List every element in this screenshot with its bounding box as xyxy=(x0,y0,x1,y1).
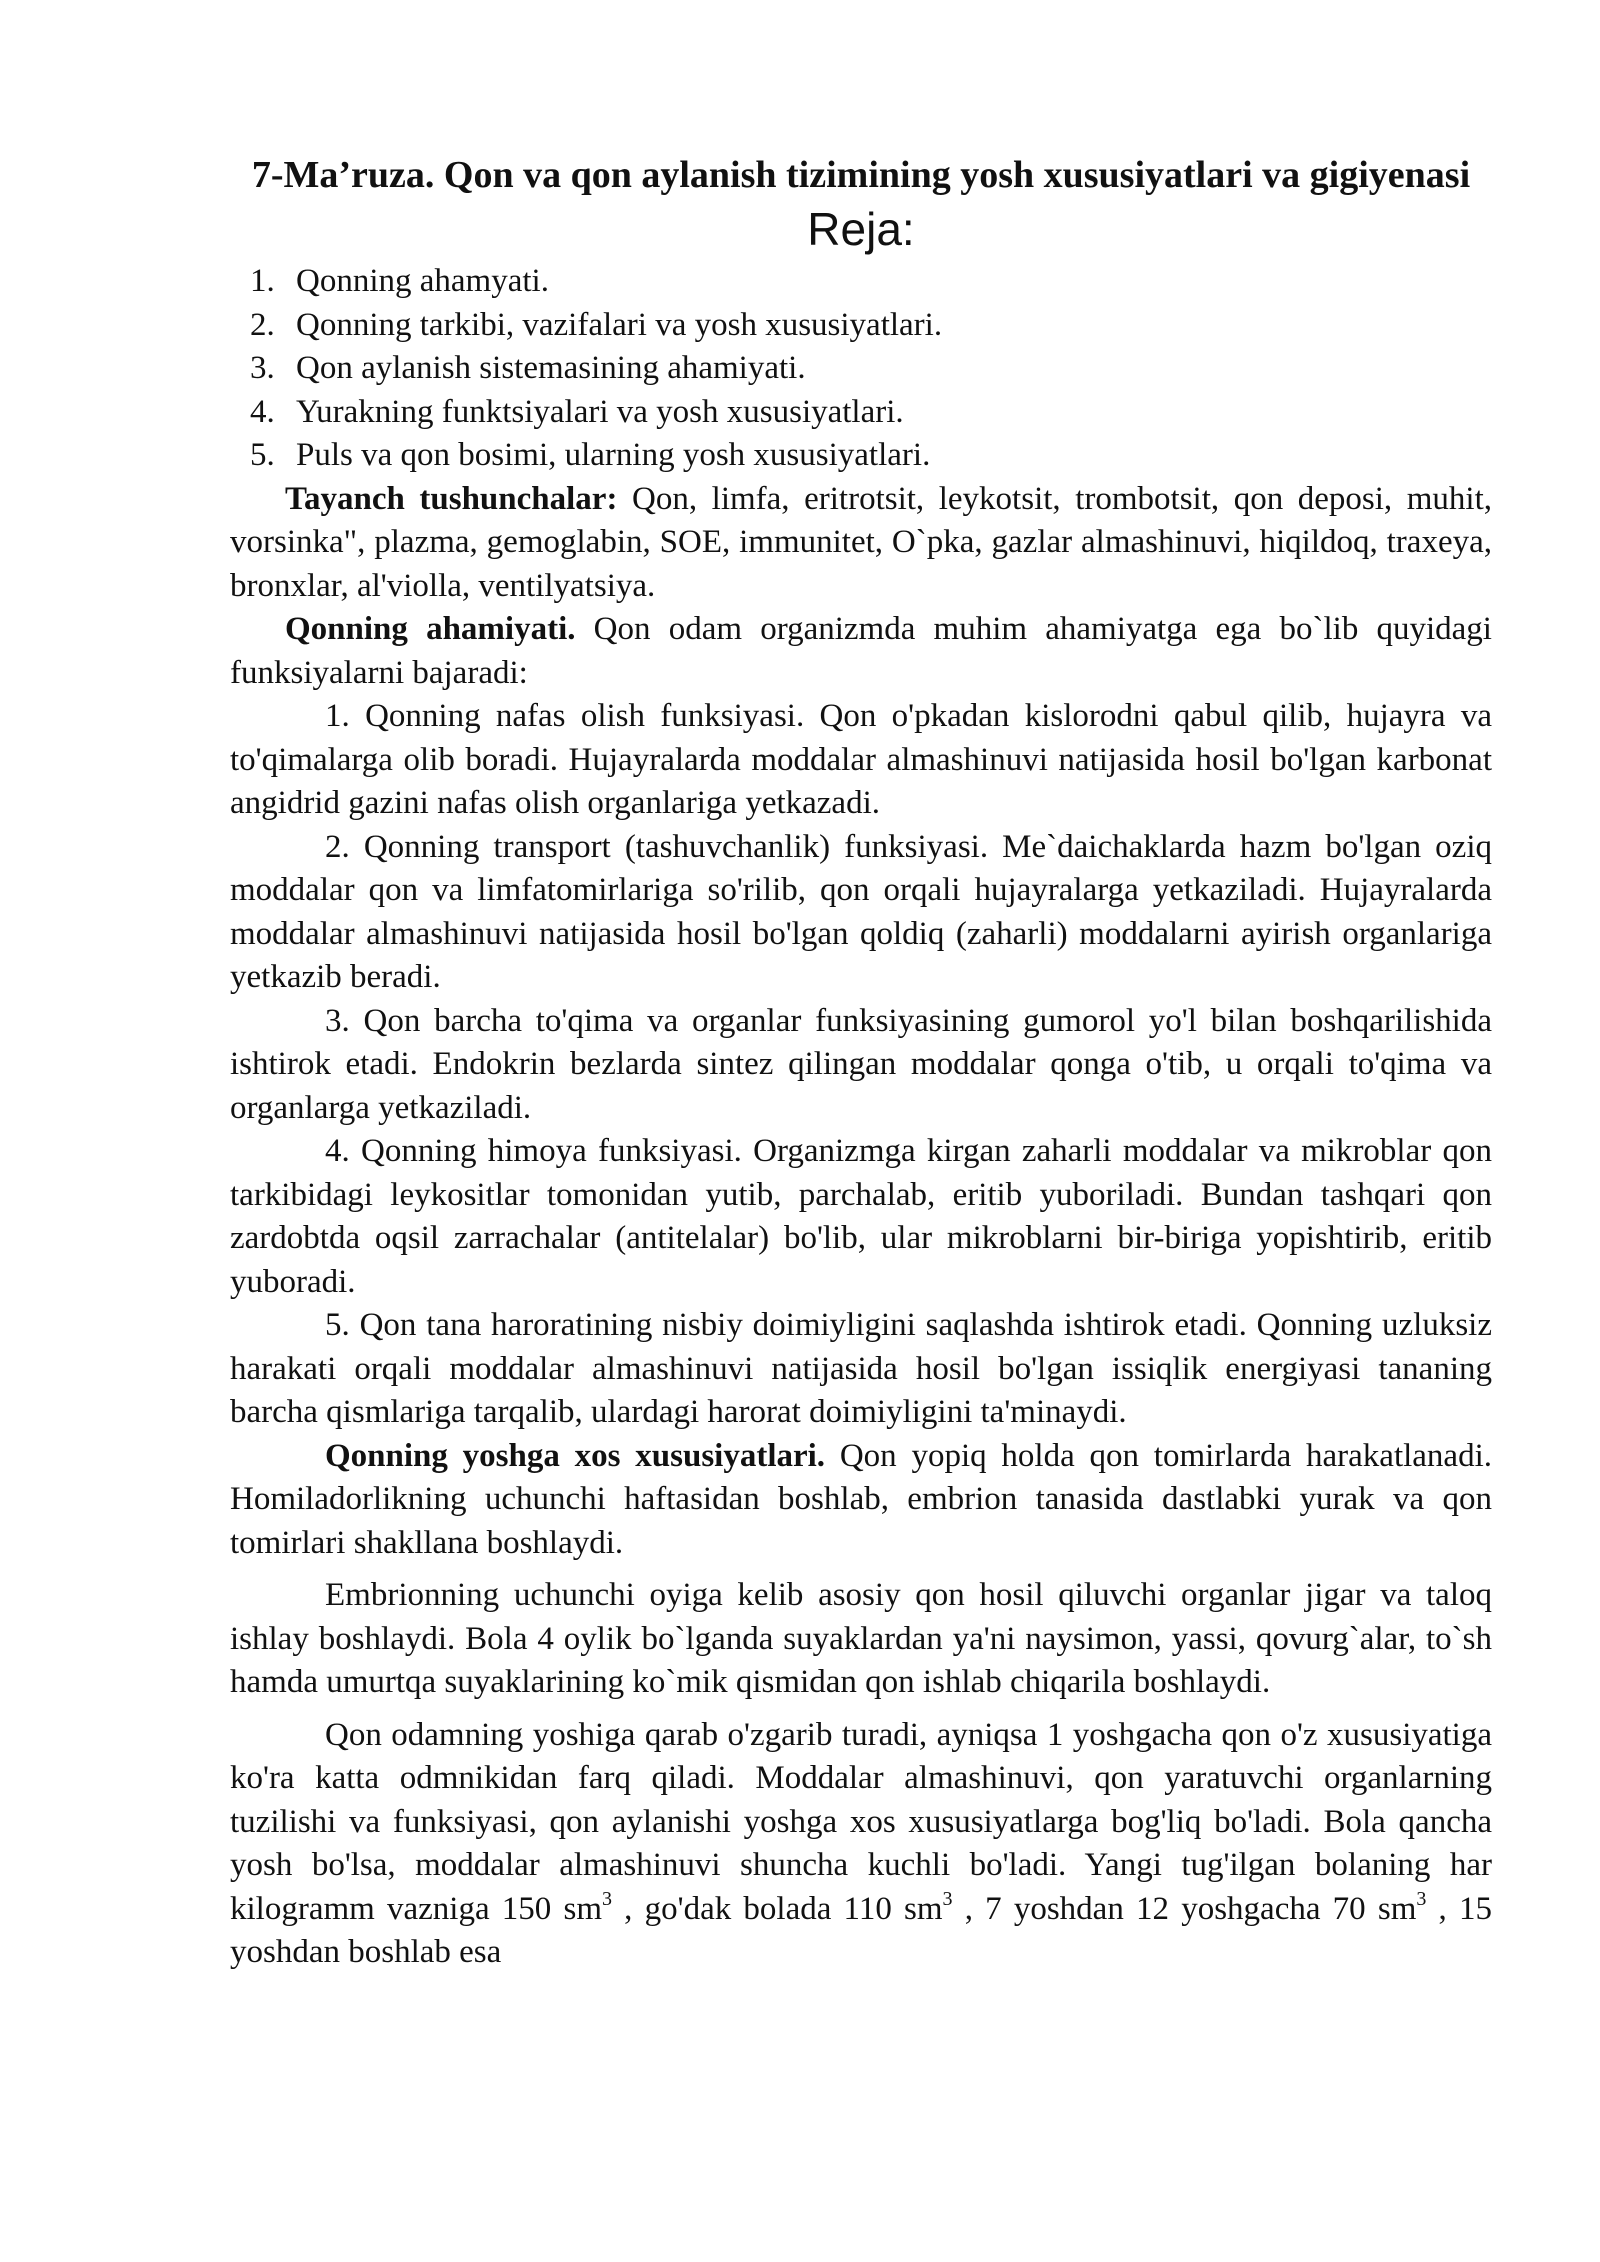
plan-item-number: 2. xyxy=(250,306,275,343)
document-page xyxy=(230,150,1492,1975)
plan-heading: Reja: xyxy=(807,203,915,255)
superscript-cubed: 3 xyxy=(942,1887,953,1910)
function-paragraph: 4. Qonning himoya funksiyasi. Organizmga kirgan zaharli moddalar va mikroblar qon tarkibidagi leykositlar tomonidan yutib, parchalab, eritib yuboriladi. Bundan tashqari qon zardobtda oqsil zarrachalar (antitelalar) bo'lib, ular mikroblarni bir-biriga yopishtirib, eritib yuboradi. xyxy=(230,1133,1492,1300)
plan-item-text: Qonning ahamyati. xyxy=(296,263,549,299)
plan-item-text: Qonning tarkibi, vazifalari va yosh xususiyatlari. xyxy=(296,306,943,343)
age-blood-paragraph xyxy=(230,1714,1492,1975)
superscript-cubed: 3 xyxy=(1416,1887,1427,1910)
embryo-paragraph: Embrionning uchunchi oyiga kelib asosiy qon hosil qiluvchi organlar jigar va taloq ishlay boshlaydi. Bola 4 oylik bo`lganda suyaklardan ya'ni naysimon, yassi, qovurg`alar, to`sh hamda umurtqa suyaklarining ko`mik qismidan qon ishlab chiqarila boshlaydi. xyxy=(230,1577,1492,1700)
function-paragraph: 2. Qonning transport (tashuvchanlik) funksiyasi. Me`daichaklarda hazm bo'lgan oziq moddalar qon va limfatomirlariga so'rilib, qon orqali hujayralarga yetkaziladi. Hujayralarda moddalar almashinuvi natijasida hosil bo'lgan qoldiq (zaharli) moddalarni ayirish organlariga yetkazib beradi. xyxy=(230,828,1492,995)
plan-item xyxy=(250,347,1492,391)
importance-text: Qon odam organizmda muhim ahamiyatga ega bo`lib quyidagi funksiyalarni bajaradi: xyxy=(230,611,1492,691)
plan-item-number: 5. xyxy=(250,437,275,473)
blood-text-part1: Qon odamning yoshiga qarab o'zgarib turadi, ayniqsa 1 yoshgacha qon o'z xususiyatiga ko'ra katta odmnikidan farq qiladi. Moddalar almashinuvi, qon yaratuvchi organlarning tuzilishi va funksiyasi, qon aylanishi yoshga xos xususiyatlarga bog'liq bo'ladi. Bola qancha yosh bo'lsa, moddalar almashinuvi shuncha kuchli bo'ladi. Yangi tug'ilgan bolaning har kilogramm vazniga 150 sm xyxy=(230,1716,1492,1927)
keywords-label: Tayanch tushunchalar: xyxy=(285,480,618,517)
plan-item xyxy=(250,434,1492,478)
blood-text-part4: , 15 yoshdan boshlab esa xyxy=(230,1890,1492,1970)
age-features-text: Qon yopiq holda qon tomirlarda harakatlanadi. Homiladorlikning uchunchi haftasidan boshlab, embrion tanasida dastlabki yurak va qon tomirlari shakllana boshlaydi. xyxy=(230,1437,1492,1561)
age-features-label: Qonning yoshga xos xususiyatlari. xyxy=(325,1437,826,1474)
blood-text-part2: , go'dak bolada 110 sm xyxy=(612,1890,943,1927)
lecture-title: 7-Ma’ruza. Qon va qon aylanish tizimining yosh xususiyatlari va gigiyenasi xyxy=(251,154,1471,196)
plan-item-text: Yurakning funktsiyalari va yosh xususiyatlari. xyxy=(296,393,904,430)
plan-item-number: 4. xyxy=(250,393,275,430)
plan-item-text: Puls va qon bosimi, ularning yosh xususiyatlari. xyxy=(296,437,931,473)
age-features-paragraph xyxy=(230,1435,1492,1566)
paragraph-spacer xyxy=(230,1565,1492,1574)
plan-item-number: 3. xyxy=(250,350,275,386)
function-paragraph: 3. Qon barcha to'qima va organlar funksiyasining gumorol yo'l bilan boshqarilishida ishtirok etadi. Endokrin bezlarda sintez qilingan moddalar qonga o'tib, u orqali to'qima va organlarga yetkaziladi. xyxy=(230,1002,1492,1126)
importance-paragraph xyxy=(230,608,1492,695)
plan-item-text: Qon aylanish sistemasining ahamiyati. xyxy=(296,350,806,386)
function-paragraph: 1. Qonning nafas olish funksiyasi. Qon o'pkadan kislorodni qabul qilib, hujayra va to'qimalarga olib boradi. Hujayralarda moddalar almashinuvi natijasida hosil bo'lgan karbonat angidrid gazini nafas olish organlariga yetkazadi. xyxy=(230,698,1492,821)
function-paragraph: 5. Qon tana haroratining nisbiy doimiyligini saqlashda ishtirok etadi. Qonning uzluksiz harakati orqali moddalar almashinuvi natijasida hosil bo'lgan issiqlik energiyasi tananing barcha qismlariga tarqalib, ulardagi harorat doimiyligini ta'minaydi. xyxy=(230,1307,1492,1430)
plan-item xyxy=(250,260,1492,304)
keywords-text: Qon, limfa, eritrotsit, leykotsit, trombotsit, qon deposi, muhit, vorsinka", plazma, gemoglabin, SOE, immunitet, O`pka, gazlar almashinuvi, hiqildoq, traxeya, bronxlar, al'violla, ventilyatsiya. xyxy=(230,480,1492,604)
keywords-paragraph xyxy=(230,478,1492,609)
superscript-cubed: 3 xyxy=(602,1887,612,1910)
importance-label: Qonning ahamiyati. xyxy=(285,611,576,647)
blood-text-part3: , 7 yoshdan 12 yoshgacha 70 sm xyxy=(952,1890,1417,1927)
paragraph-spacer xyxy=(230,1705,1492,1714)
plan-list xyxy=(230,260,1492,478)
plan-item xyxy=(250,304,1492,348)
plan-item-number: 1. xyxy=(250,263,275,299)
plan-item xyxy=(250,391,1492,435)
